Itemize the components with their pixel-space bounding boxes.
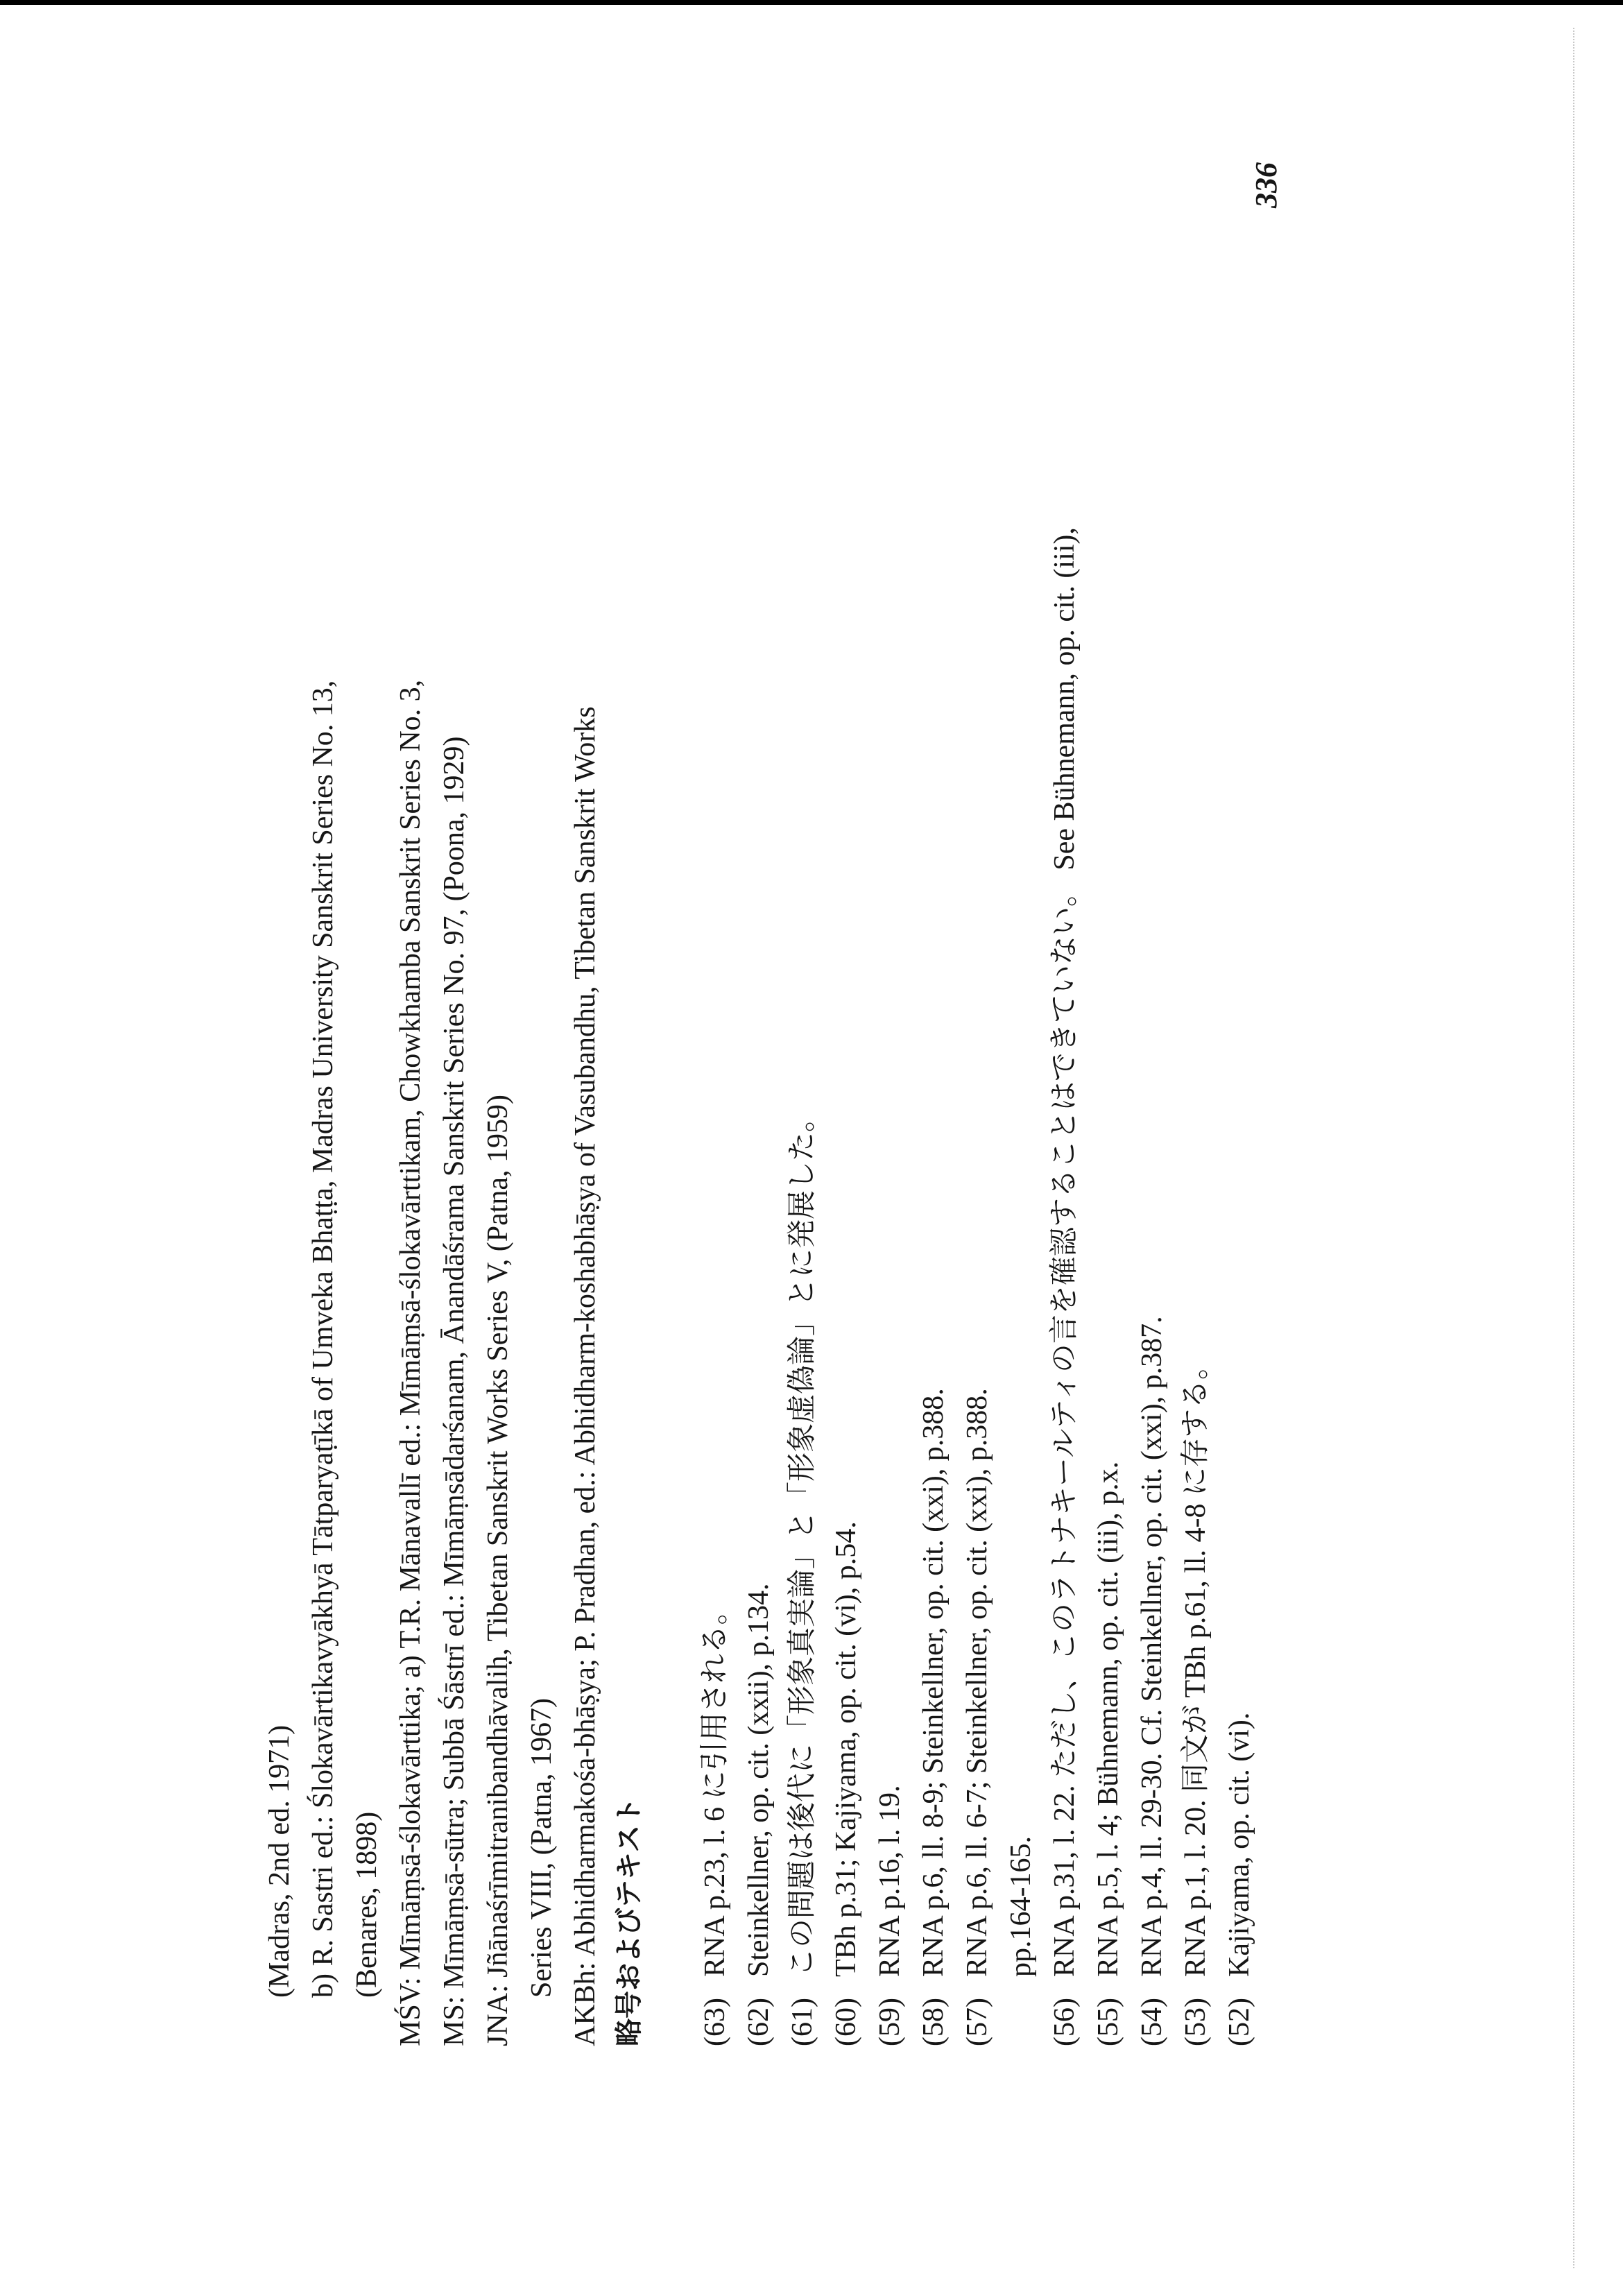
note-61 xyxy=(784,1103,821,2046)
note-number: (63) xyxy=(699,1998,731,2046)
note-number: (52) xyxy=(1223,1998,1255,2046)
note-number: (60) xyxy=(830,1998,862,2046)
note-text: この問題は後代に「形象真実論」と「形象虚偽論」とに発展した。 xyxy=(787,1102,818,1977)
note-text: TBh p.31; Kajiyama, op. cit. (vi), p.54. xyxy=(830,1521,862,1977)
note-56-continuation: pp.164-165. xyxy=(1005,1836,1037,1977)
abbr-akbh: AKBh: Abhidharmakośa-bhāṣya; P. Pradhan, ed.: Abhidharm-koshabhāṣya of Vasubandhu, Tibetan Sanskrit Works xyxy=(569,706,601,2046)
note-number: (55) xyxy=(1092,1998,1124,2046)
page-number: 336 xyxy=(1249,162,1283,208)
abbr-akbh-continuation: Series VIII, (Patna, 1967) xyxy=(526,1698,558,1998)
note-text: RNA p.5, l. 4; Bühnemann, op. cit. (iii), p.x. xyxy=(1092,1461,1124,1977)
note-text: Kajiyama, op. cit. (vi). xyxy=(1223,1712,1255,1977)
abbr-msv-b: b) R. Sastri ed.: Ślokavārtikavyākhyā Tātparyaṭīkā of Umveka Bhaṭṭa, Madras University Sanskrit Series No. 13, xyxy=(307,680,339,1998)
abbr-msv: MŚV: Mīmāṃsā-ślokavārttika; a) T.R. Mānavallī ed.: Mīmāṃsā-ślokavārttikam, Chowkhamba Sanskrit Series No. 3, xyxy=(395,679,427,2046)
note-57 xyxy=(959,1388,996,2046)
note-59 xyxy=(871,1785,909,2046)
note-62 xyxy=(740,1583,778,2046)
note-number: (61) xyxy=(787,1998,818,2046)
abbr-jna: JNA: Jñānaśrīmitranibandhāvaliḥ, Tibetan Sanskrit Works Series V, (Patna, 1959) xyxy=(482,1094,514,2046)
note-number: (57) xyxy=(961,1998,993,2046)
note-number: (59) xyxy=(874,1998,906,2046)
note-text: RNA p.4, ll. 29-30. Cf. Steinkellner, op. cit. (xxi), p.387. xyxy=(1136,1316,1168,1977)
note-53 xyxy=(1177,1351,1214,2046)
abbreviations-heading: 略号およびテキスト xyxy=(613,1797,645,2046)
note-text: RNA p.6, ll. 6-7; Steinkellner, op. cit. (xxi), p.388. xyxy=(961,1388,993,1977)
note-54 xyxy=(1133,1316,1171,2046)
note-58 xyxy=(915,1388,952,2046)
note-number: (54) xyxy=(1136,1998,1168,2046)
abbr-msv-b-continuation: (Madras, 2nd ed. 1971) xyxy=(264,1724,295,1998)
note-52 xyxy=(1221,1713,1258,2046)
abbr-ms: MS: Mīmāṃsā-sūtra; Subbā Śāstrī ed.: Mīmāṃsādarśanam, Ānandāśrama Sanskrit Series No. 97, (Poona, 1929) xyxy=(438,736,470,2046)
note-number: (62) xyxy=(743,1998,775,2046)
note-text: RNA p.1, l. 20. 同文が TBh p.61, ll. 4-8 に存する。 xyxy=(1180,1350,1212,1977)
note-56 xyxy=(1046,527,1083,2046)
note-number: (56) xyxy=(1049,1998,1081,2046)
note-60 xyxy=(827,1521,865,2046)
note-text: RNA p.31, l. 22. ただし、このラトナキールティの言を確認することはできていない。 See Bühnemann, op. cit. (iii), xyxy=(1049,527,1081,1977)
note-63 xyxy=(696,1595,734,2046)
note-55 xyxy=(1090,1462,1127,2046)
abbr-msv-continuation: (Benares, 1898) xyxy=(351,1811,383,1998)
note-text: Steinkellner, op. cit. (xxii), p.134. xyxy=(743,1583,775,1977)
note-text: RNA p.23, l. 6 に引用される。 xyxy=(699,1595,731,1977)
note-text: RNA p.16, l. 19. xyxy=(874,1785,906,1977)
note-number: (53) xyxy=(1180,1998,1212,2046)
note-number: (58) xyxy=(918,1998,950,2046)
note-text: RNA p.6, ll. 8-9; Steinkellner, op. cit. (xxi), p.388. xyxy=(918,1388,950,1977)
